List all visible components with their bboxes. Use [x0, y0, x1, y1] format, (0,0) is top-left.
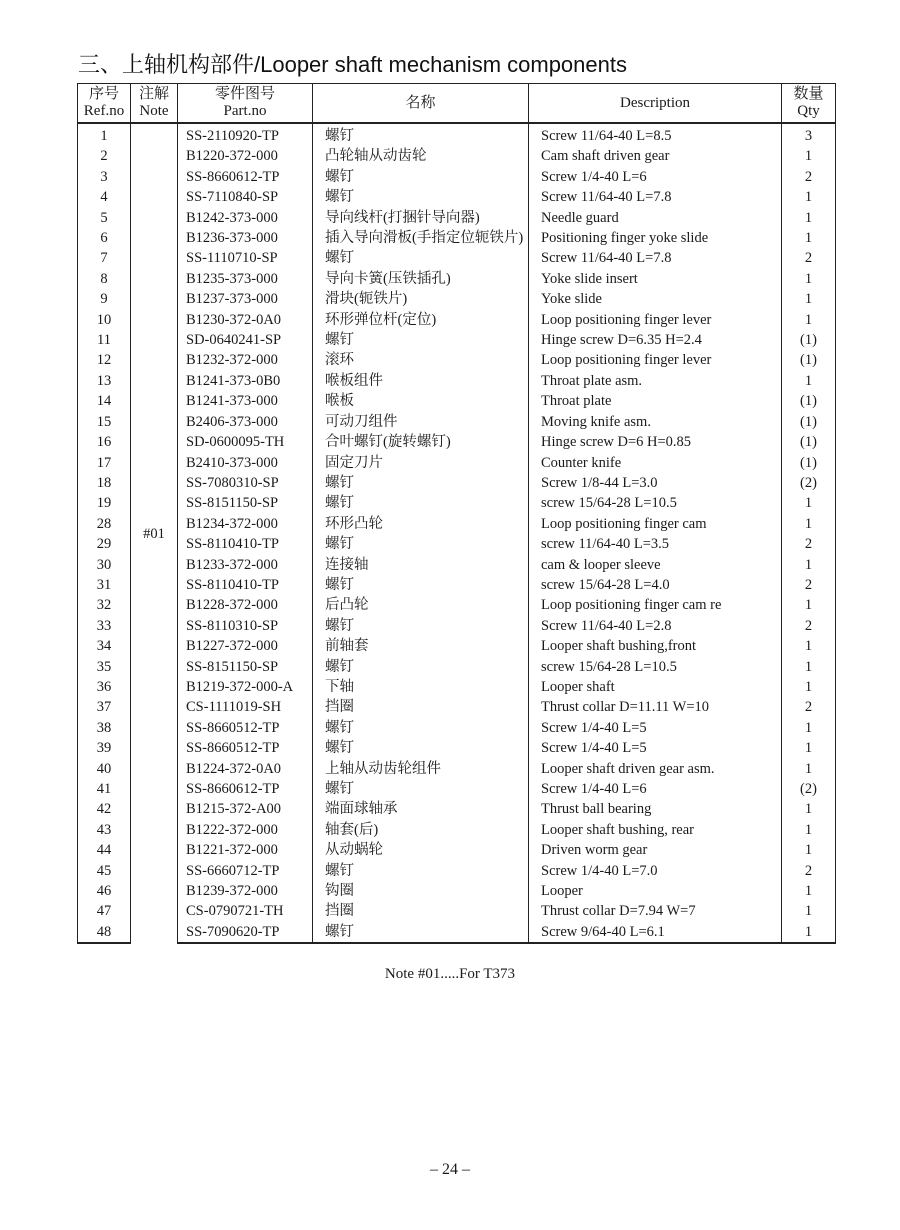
- qty-cell: 1: [782, 595, 836, 615]
- ref-cell: 11: [78, 330, 131, 350]
- description-cell: Screw 1/4-40 L=6: [529, 779, 782, 799]
- parts-table: [77, 83, 836, 944]
- ref-cell: 34: [78, 636, 131, 656]
- part-no-cell: SS-8660612-TP: [178, 779, 313, 799]
- description-cell: Screw 11/64-40 L=7.8: [529, 187, 782, 207]
- footnote: Note #01.....For T373: [384, 966, 516, 982]
- qty-cell: (1): [782, 432, 836, 452]
- qty-cell: 2: [782, 616, 836, 636]
- part-no-cell: SS-8110310-SP: [178, 616, 313, 636]
- name-cell: 合叶螺钉(旋转螺钉): [313, 432, 529, 452]
- ref-cell: 7: [78, 248, 131, 268]
- ref-cell: 29: [78, 534, 131, 554]
- name-cell: 螺钉: [313, 123, 529, 146]
- part-no-cell: B1232-372-000: [178, 350, 313, 370]
- description-cell: Looper shaft: [529, 677, 782, 697]
- header-part-en: Part.no: [223, 103, 267, 119]
- table-row: [78, 371, 836, 391]
- qty-cell: 1: [782, 514, 836, 534]
- table-row: [78, 779, 836, 799]
- description-cell: Hinge screw D=6.35 H=2.4: [529, 330, 782, 350]
- description-cell: Loop positioning finger lever: [529, 310, 782, 330]
- page-title: 三、上轴机构部件/Looper shaft mechanism components: [78, 52, 627, 77]
- part-no-cell: SS-7090620-TP: [178, 922, 313, 943]
- part-no-cell: B1215-372-A00: [178, 799, 313, 819]
- qty-cell: 1: [782, 738, 836, 758]
- part-no-cell: B1233-372-000: [178, 555, 313, 575]
- description-cell: Screw 1/4-40 L=5: [529, 718, 782, 738]
- name-cell: 螺钉: [313, 575, 529, 595]
- header-ref-en: Ref.no: [83, 103, 125, 119]
- description-cell: Thrust collar D=7.94 W=7: [529, 901, 782, 921]
- description-cell: Hinge screw D=6 H=0.85: [529, 432, 782, 452]
- description-cell: Thrust ball bearing: [529, 799, 782, 819]
- ref-cell: 13: [78, 371, 131, 391]
- name-cell: 轴套(后): [313, 820, 529, 840]
- ref-cell: 16: [78, 432, 131, 452]
- qty-cell: 1: [782, 718, 836, 738]
- table-row: [78, 187, 836, 207]
- header-qty-en: Qty: [797, 103, 820, 119]
- part-no-cell: SS-8110410-TP: [178, 575, 313, 595]
- ref-cell: 28: [78, 514, 131, 534]
- table-row: [78, 514, 836, 534]
- table-row: [78, 432, 836, 452]
- table-row: [78, 453, 836, 473]
- qty-cell: 1: [782, 187, 836, 207]
- name-cell: 螺钉: [313, 861, 529, 881]
- qty-cell: (2): [782, 473, 836, 493]
- name-cell: 导向线杆(打捆针导向器): [313, 208, 529, 228]
- ref-cell: 39: [78, 738, 131, 758]
- part-no-cell: SS-8660612-TP: [178, 167, 313, 187]
- table-row: [78, 534, 836, 554]
- part-no-cell: SD-0600095-TH: [178, 432, 313, 452]
- table-row: [78, 881, 836, 901]
- name-cell: 螺钉: [313, 616, 529, 636]
- ref-cell: 40: [78, 759, 131, 779]
- table-row: [78, 493, 836, 513]
- table-row: [78, 310, 836, 330]
- description-cell: Screw 1/4-40 L=6: [529, 167, 782, 187]
- ref-cell: 41: [78, 779, 131, 799]
- qty-cell: 1: [782, 555, 836, 575]
- table-row: [78, 228, 836, 248]
- description-cell: Needle guard: [529, 208, 782, 228]
- name-cell: 螺钉: [313, 493, 529, 513]
- ref-cell: 43: [78, 820, 131, 840]
- name-cell: 螺钉: [313, 657, 529, 677]
- table-row: [78, 616, 836, 636]
- qty-cell: 1: [782, 146, 836, 166]
- ref-cell: 17: [78, 453, 131, 473]
- header-ref-cn: 序号: [88, 86, 119, 102]
- part-no-cell: B1230-372-0A0: [178, 310, 313, 330]
- ref-cell: 9: [78, 289, 131, 309]
- part-no-cell: B2410-373-000: [178, 453, 313, 473]
- description-cell: Looper shaft bushing,front: [529, 636, 782, 656]
- part-no-cell: B1220-372-000: [178, 146, 313, 166]
- ref-cell: 6: [78, 228, 131, 248]
- part-no-cell: B1228-372-000: [178, 595, 313, 615]
- qty-cell: 1: [782, 820, 836, 840]
- description-cell: Loop positioning finger lever: [529, 350, 782, 370]
- ref-cell: 38: [78, 718, 131, 738]
- ref-cell: 44: [78, 840, 131, 860]
- qty-cell: (1): [782, 330, 836, 350]
- part-no-cell: SD-0640241-SP: [178, 330, 313, 350]
- qty-cell: (2): [782, 779, 836, 799]
- name-cell: 挡圈: [313, 901, 529, 921]
- qty-cell: (1): [782, 350, 836, 370]
- table-row: [78, 759, 836, 779]
- description-cell: Screw 9/64-40 L=6.1: [529, 922, 782, 943]
- name-cell: 螺钉: [313, 330, 529, 350]
- name-cell: 滚环: [313, 350, 529, 370]
- ref-cell: 33: [78, 616, 131, 636]
- name-cell: 前轴套: [313, 636, 529, 656]
- page-number: – 24 –: [430, 1161, 470, 1178]
- ref-cell: 4: [78, 187, 131, 207]
- description-cell: Looper: [529, 881, 782, 901]
- header-note-en: Note: [139, 103, 169, 119]
- header-note-cn: 注解: [138, 86, 169, 102]
- ref-cell: 32: [78, 595, 131, 615]
- ref-cell: 15: [78, 412, 131, 432]
- part-no-cell: SS-8110410-TP: [178, 534, 313, 554]
- ref-cell: 45: [78, 861, 131, 881]
- header-part-cn: 零件图号: [214, 86, 275, 102]
- part-no-cell: SS-6660712-TP: [178, 861, 313, 881]
- description-cell: Screw 1/4-40 L=5: [529, 738, 782, 758]
- description-cell: screw 15/64-28 L=10.5: [529, 493, 782, 513]
- name-cell: 螺钉: [313, 922, 529, 943]
- name-cell: 螺钉: [313, 718, 529, 738]
- table-row: [78, 840, 836, 860]
- description-cell: Driven worm gear: [529, 840, 782, 860]
- ref-cell: 18: [78, 473, 131, 493]
- ref-cell: 14: [78, 391, 131, 411]
- name-cell: 上轴从动齿轮组件: [313, 759, 529, 779]
- part-no-cell: B1235-373-000: [178, 269, 313, 289]
- name-cell: 螺钉: [313, 779, 529, 799]
- header-qty: [782, 84, 836, 124]
- qty-cell: 1: [782, 228, 836, 248]
- qty-cell: 1: [782, 269, 836, 289]
- part-no-cell: B1239-372-000: [178, 881, 313, 901]
- ref-cell: 30: [78, 555, 131, 575]
- name-cell: 从动蜗轮: [313, 840, 529, 860]
- description-cell: Throat plate asm.: [529, 371, 782, 391]
- qty-cell: 1: [782, 636, 836, 656]
- table-row: [78, 595, 836, 615]
- name-cell: 滑块(轭铁片): [313, 289, 529, 309]
- part-no-cell: B1237-373-000: [178, 289, 313, 309]
- ref-cell: 37: [78, 697, 131, 717]
- part-no-cell: B1241-373-000: [178, 391, 313, 411]
- description-cell: Positioning finger yoke slide: [529, 228, 782, 248]
- part-no-cell: CS-1111019-SH: [178, 697, 313, 717]
- description-cell: Yoke slide: [529, 289, 782, 309]
- description-cell: Loop positioning finger cam: [529, 514, 782, 534]
- table-row: [78, 146, 836, 166]
- qty-cell: 2: [782, 248, 836, 268]
- parts-table-header: [78, 84, 836, 124]
- description-cell: Screw 11/64-40 L=2.8: [529, 616, 782, 636]
- ref-cell: 8: [78, 269, 131, 289]
- table-row: [78, 248, 836, 268]
- qty-cell: 1: [782, 759, 836, 779]
- table-row: [78, 167, 836, 187]
- description-cell: Screw 1/8-44 L=3.0: [529, 473, 782, 493]
- part-no-cell: B1222-372-000: [178, 820, 313, 840]
- table-row: [78, 799, 836, 819]
- name-cell: 环形凸轮: [313, 514, 529, 534]
- description-cell: Yoke slide insert: [529, 269, 782, 289]
- description-cell: screw 11/64-40 L=3.5: [529, 534, 782, 554]
- name-cell: 螺钉: [313, 473, 529, 493]
- table-row: [78, 922, 836, 943]
- header-name-cn: 名称: [405, 94, 436, 111]
- parts-table-body: [78, 123, 836, 943]
- qty-cell: 1: [782, 922, 836, 943]
- part-no-cell: SS-2110920-TP: [178, 123, 313, 146]
- name-cell: 下轴: [313, 677, 529, 697]
- description-cell: cam & looper sleeve: [529, 555, 782, 575]
- ref-cell: 5: [78, 208, 131, 228]
- table-row: [78, 330, 836, 350]
- qty-cell: (1): [782, 391, 836, 411]
- note-cell: #01: [131, 123, 178, 943]
- part-no-cell: B2406-373-000: [178, 412, 313, 432]
- ref-cell: 36: [78, 677, 131, 697]
- qty-cell: 2: [782, 167, 836, 187]
- ref-cell: 1: [78, 123, 131, 146]
- name-cell: 环形弹位杆(定位): [313, 310, 529, 330]
- qty-cell: 1: [782, 657, 836, 677]
- qty-cell: 1: [782, 493, 836, 513]
- table-row: [78, 208, 836, 228]
- name-cell: 喉板组件: [313, 371, 529, 391]
- qty-cell: 1: [782, 310, 836, 330]
- part-no-cell: SS-8660512-TP: [178, 738, 313, 758]
- ref-cell: 19: [78, 493, 131, 513]
- qty-cell: 1: [782, 677, 836, 697]
- description-cell: Thrust collar D=11.11 W=10: [529, 697, 782, 717]
- qty-cell: 1: [782, 208, 836, 228]
- qty-cell: 1: [782, 289, 836, 309]
- qty-cell: 3: [782, 123, 836, 146]
- description-cell: Screw 1/4-40 L=7.0: [529, 861, 782, 881]
- part-no-cell: B1242-373-000: [178, 208, 313, 228]
- header-part: [178, 84, 313, 124]
- ref-cell: 3: [78, 167, 131, 187]
- table-row: [78, 636, 836, 656]
- qty-cell: 1: [782, 371, 836, 391]
- name-cell: 凸轮轴从动齿轮: [313, 146, 529, 166]
- header-desc: [529, 84, 782, 124]
- header-desc-en: Description: [620, 94, 690, 111]
- table-row: [78, 901, 836, 921]
- description-cell: screw 15/64-28 L=4.0: [529, 575, 782, 595]
- description-cell: Screw 11/64-40 L=8.5: [529, 123, 782, 146]
- part-no-cell: SS-8660512-TP: [178, 718, 313, 738]
- name-cell: 固定刀片: [313, 453, 529, 473]
- qty-cell: 2: [782, 534, 836, 554]
- qty-cell: 2: [782, 697, 836, 717]
- description-cell: Loop positioning finger cam re: [529, 595, 782, 615]
- ref-cell: 42: [78, 799, 131, 819]
- qty-cell: 1: [782, 799, 836, 819]
- ref-cell: 31: [78, 575, 131, 595]
- ref-cell: 46: [78, 881, 131, 901]
- part-no-cell: SS-8151150-SP: [178, 493, 313, 513]
- qty-cell: 1: [782, 840, 836, 860]
- part-no-cell: SS-1110710-SP: [178, 248, 313, 268]
- description-cell: screw 15/64-28 L=10.5: [529, 657, 782, 677]
- name-cell: 钩圈: [313, 881, 529, 901]
- part-no-cell: SS-7110840-SP: [178, 187, 313, 207]
- name-cell: 端面球轴承: [313, 799, 529, 819]
- ref-cell: 48: [78, 922, 131, 943]
- part-no-cell: B1227-372-000: [178, 636, 313, 656]
- header-qty-cn: 数量: [793, 86, 824, 102]
- description-cell: Counter knife: [529, 453, 782, 473]
- part-no-cell: B1234-372-000: [178, 514, 313, 534]
- ref-cell: 47: [78, 901, 131, 921]
- name-cell: 连接轴: [313, 555, 529, 575]
- ref-cell: 12: [78, 350, 131, 370]
- table-row: [78, 123, 836, 146]
- part-no-cell: B1241-373-0B0: [178, 371, 313, 391]
- table-row: [78, 473, 836, 493]
- description-cell: Looper shaft driven gear asm.: [529, 759, 782, 779]
- ref-cell: 10: [78, 310, 131, 330]
- table-row: [78, 289, 836, 309]
- table-row: [78, 350, 836, 370]
- description-cell: Cam shaft driven gear: [529, 146, 782, 166]
- header-name: [313, 84, 529, 124]
- qty-cell: 2: [782, 575, 836, 595]
- part-no-cell: B1221-372-000: [178, 840, 313, 860]
- qty-cell: (1): [782, 412, 836, 432]
- ref-cell: 2: [78, 146, 131, 166]
- table-row: [78, 391, 836, 411]
- table-row: [78, 555, 836, 575]
- part-no-cell: SS-8151150-SP: [178, 657, 313, 677]
- qty-cell: 2: [782, 861, 836, 881]
- part-no-cell: B1236-373-000: [178, 228, 313, 248]
- name-cell: 螺钉: [313, 248, 529, 268]
- description-cell: Screw 11/64-40 L=7.8: [529, 248, 782, 268]
- table-row: [78, 697, 836, 717]
- table-row: [78, 820, 836, 840]
- header-note: [131, 84, 178, 124]
- description-cell: Looper shaft bushing, rear: [529, 820, 782, 840]
- name-cell: 螺钉: [313, 187, 529, 207]
- name-cell: 插入导向滑板(手指定位轭铁片): [313, 228, 529, 248]
- name-cell: 导向卡簧(压铁插孔): [313, 269, 529, 289]
- description-cell: Throat plate: [529, 391, 782, 411]
- description-cell: Moving knife asm.: [529, 412, 782, 432]
- ref-cell: 35: [78, 657, 131, 677]
- name-cell: 螺钉: [313, 738, 529, 758]
- part-no-cell: SS-7080310-SP: [178, 473, 313, 493]
- table-row: [78, 657, 836, 677]
- qty-cell: 1: [782, 881, 836, 901]
- part-no-cell: B1224-372-0A0: [178, 759, 313, 779]
- name-cell: 螺钉: [313, 534, 529, 554]
- name-cell: 喉板: [313, 391, 529, 411]
- table-row: [78, 738, 836, 758]
- table-row: [78, 269, 836, 289]
- qty-cell: (1): [782, 453, 836, 473]
- name-cell: 可动刀组件: [313, 412, 529, 432]
- name-cell: 螺钉: [313, 167, 529, 187]
- part-no-cell: CS-0790721-TH: [178, 901, 313, 921]
- header-ref: [78, 84, 131, 124]
- part-no-cell: B1219-372-000-A: [178, 677, 313, 697]
- name-cell: 挡圈: [313, 697, 529, 717]
- table-row: [78, 575, 836, 595]
- table-row: [78, 677, 836, 697]
- table-row: [78, 412, 836, 432]
- table-row: [78, 861, 836, 881]
- qty-cell: 1: [782, 901, 836, 921]
- table-row: [78, 718, 836, 738]
- name-cell: 后凸轮: [313, 595, 529, 615]
